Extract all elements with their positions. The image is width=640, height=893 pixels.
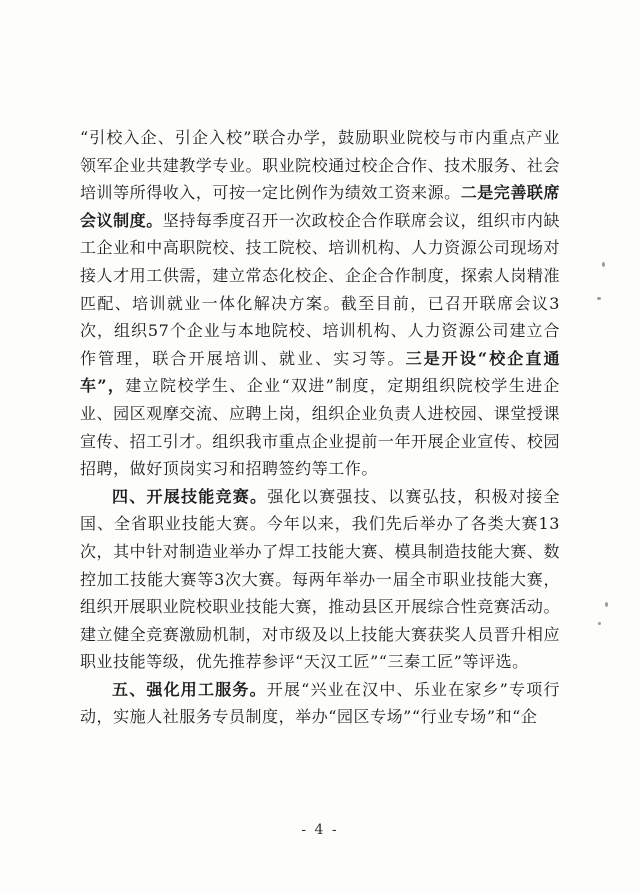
p3-text: 开展“兴业在汉中、乐业在家乡”专项行动，实施人社服务专员制度，举办“园区专场”“行业专场”和“企 (80, 679, 560, 727)
scan-speck (605, 602, 608, 607)
scan-speck (602, 262, 605, 267)
scan-speck (598, 622, 601, 625)
p2-text: 强化以赛强技、以赛弘技，积极对接全国、全省职业技能大赛。今年以来，我们先后举办了各类大赛13次，其中针对制造业举办了焊工技能大赛、模具制造技能大赛、数控加工技能大赛等3次大赛。每两年举办一届全市职业技能大赛，组织开展职业院校职业技能大赛，推动县区开展综合性竞赛活动。建立健全竞赛激励机制，对市级及以上技能大赛获奖人员晋升相应职业技能等级，优先推荐参评“天汉工匠”“三秦工匠”等评选。 (80, 486, 560, 672)
paragraph-1 (80, 124, 560, 483)
paragraph-3 (80, 676, 560, 731)
section-heading-5: 五、强化用工服务。 (112, 679, 267, 699)
p1-text-b: 坚持每季度召开一次政校企合作联席会议，组织市内缺工企业和中高职院校、技工院校、培训机构、人力资源公司现场对接人才用工供需，建立常态化校企、企企合作制度，探索人岗精准匹配、培训就业一体化解决方案。截至目前，已召开联席会议3次，组织57个企业与本地院校、培训机构、人力资源公司建立合作管理，联合开展培训、就业、实习等。 (80, 210, 560, 368)
p1-text-c: 建立院校学生、企业“双进”制度，定期组织院校学生进企业、园区观摩交流、应聘上岗，组织企业负责人进校园、课堂授课宣传、招工引才。组织我市重点企业提前一年开展企业宣传、校园招聘，做好顶岗实习和招聘签约等工作。 (80, 376, 560, 479)
section-heading-4: 四、开展技能竞赛。 (112, 486, 268, 506)
body-text (80, 124, 560, 731)
page-number: - 4 - (301, 822, 339, 838)
p1-heading-2: 二是完善联席会议制度。 (80, 183, 560, 230)
paragraph-2 (80, 483, 560, 676)
p1-text-a: “引校入企、引企入校”联合办学，鼓励职业院校与市内重点产业领军企业共建教学专业。职业院校通过校企合作、技术服务、社会培训等所得收入，可按一定比例作为绩效工资来源。 (80, 128, 560, 203)
scan-speck (597, 297, 601, 300)
p1-heading-3: 三是开设“校企直通车”， (80, 348, 561, 396)
